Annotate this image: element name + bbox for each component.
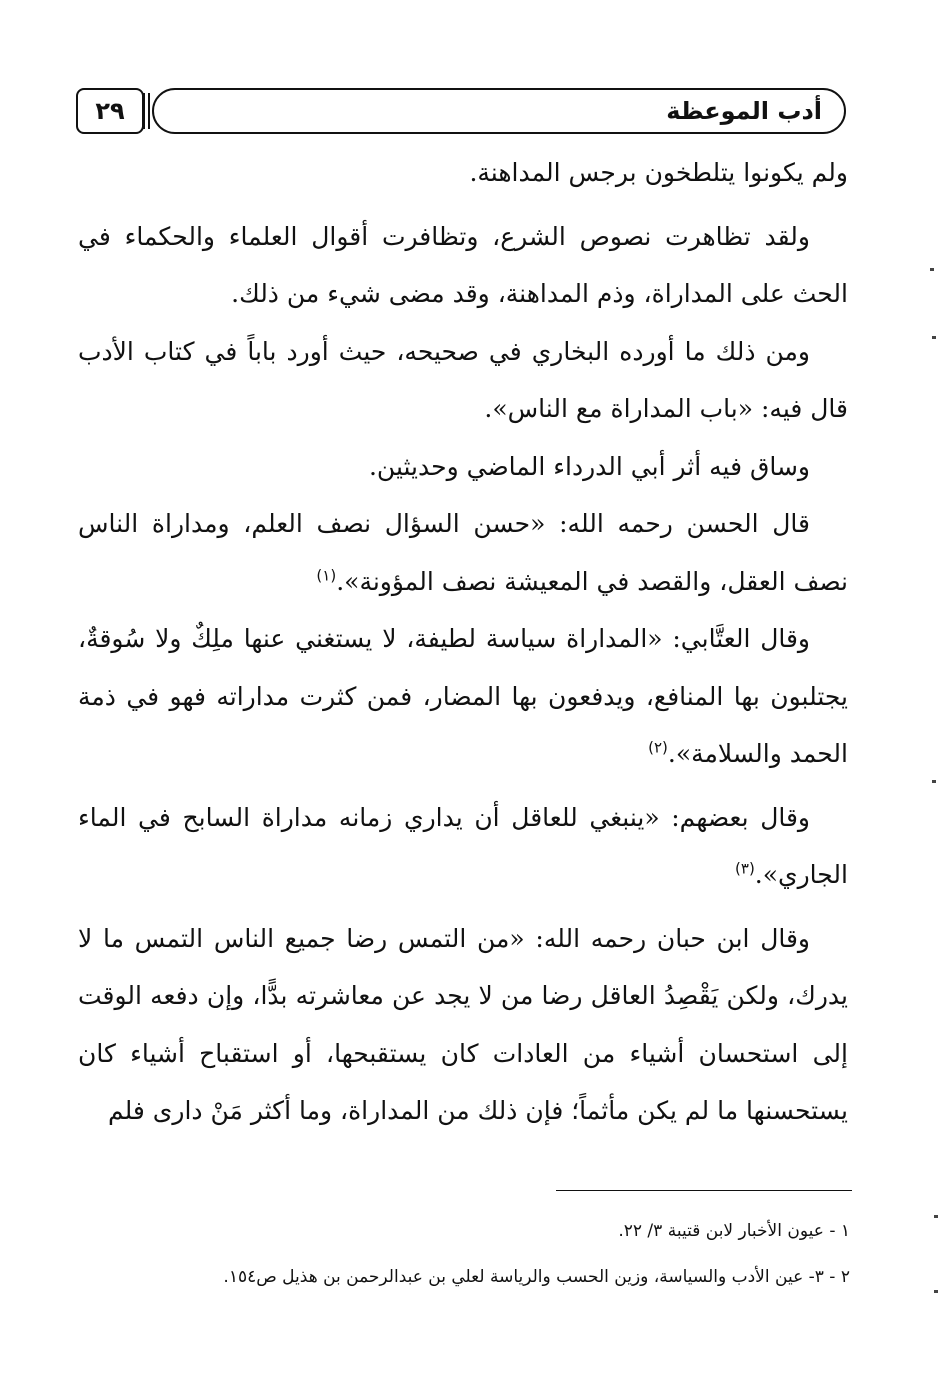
book-title: أدب الموعظة xyxy=(666,97,822,125)
footnotes xyxy=(90,1208,850,1300)
margin-mark xyxy=(934,1215,938,1218)
margin-mark xyxy=(930,268,934,271)
paragraph: ولم يكونوا يتلطخون برجس المداهنة. xyxy=(469,158,848,187)
margin-mark xyxy=(932,780,936,783)
footnote-separator xyxy=(556,1190,852,1191)
paragraph: وقال ابن حبان رحمه الله: «من التمس رضا جميع الناس التمس ما لا يدرك، ولكن يَقْصِدُ العاقل رضا من لا يجد عن معاشرته بدًّا، وإن دفعه الوقت إلى استحسان أشياء من العادات كان يستقبحها، أو استقباح أشياء كان يستحسنها ما لم يكن مأثماً؛ فإن ذلك من المداراة، وما أكثر مَنْ دارى فلم xyxy=(78,923,848,1125)
footnote-marker: (١) xyxy=(316,566,337,585)
paragraph: وساق فيه أثر أبي الدرداء الماضي وحديثين. xyxy=(368,451,810,481)
footnote-marker: (٣) xyxy=(735,859,755,878)
page-number: ٢٩ xyxy=(76,88,144,134)
footnote-item: ٢ - ٣- عين الأدب والسياسة، وزين الحسب والرياسة لعلي بن عبدالرحمن بن هذيل ص١٥٤. xyxy=(223,1267,850,1287)
paragraph: ومن ذلك ما أورده البخاري في صحيحه، حيث أورد باباً في كتاب الأدب قال فيه: «باب المداراة مع الناس». xyxy=(78,336,848,423)
paragraph: وقال العتَّابي: «المداراة سياسة لطيفة، لا يستغني عنها ملِكٌ ولا سُوقةٌ، يجتلبون بها المنافع، ويدفعون بها المضار، فمن كثرت مداراته فهو في ذمة الحمد والسلامة».$^{(٢)}$ xyxy=(78,624,848,768)
margin-mark xyxy=(934,1290,938,1293)
footnote-marker: (٢) xyxy=(648,738,668,757)
paragraph: ولقد تظاهرت نصوص الشرع، وتظافرت أقوال العلماء والحكماء في الحث على المداراة، وذم المداهنة، وقد مضى شيء من ذلك. xyxy=(78,221,848,308)
footnote-item: ١ - عيون الأخبار لابن قتيبة ٣/ ٢٢. xyxy=(618,1221,850,1241)
paragraph: قال الحسن رحمه الله: «حسن السؤال نصف العلم، ومداراة الناس نصف العقل، والقصد في المعيشة نصف المؤونة».$^{(١)}$ xyxy=(78,509,848,596)
margin-mark xyxy=(932,336,936,339)
running-header-title xyxy=(152,88,846,134)
paragraph: وقال بعضهم: «ينبغي للعاقل أن يداري زمانه مداراة السابح في الماء الجاري».$^{(٣)}$ xyxy=(78,802,848,889)
main-text xyxy=(78,144,848,1140)
